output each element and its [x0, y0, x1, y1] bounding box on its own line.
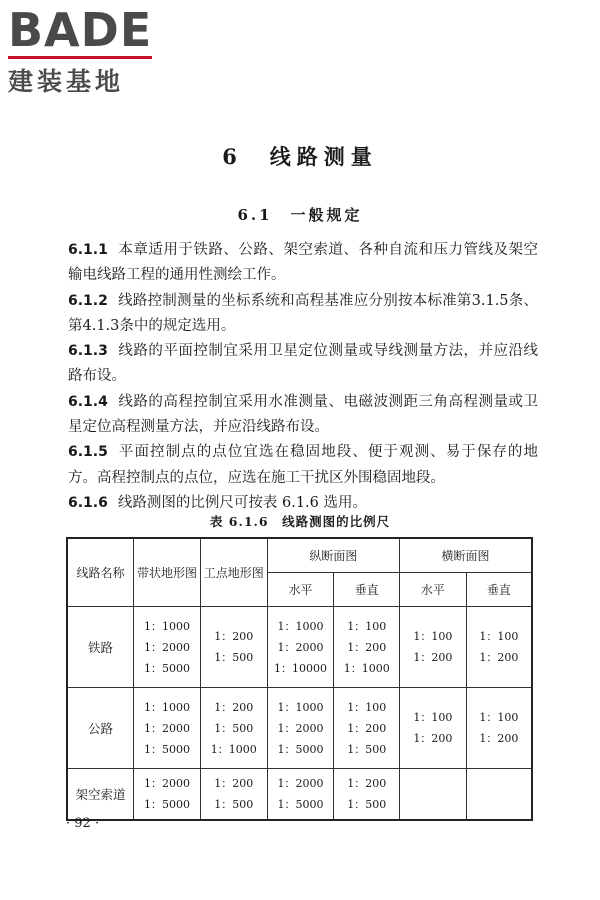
clause-number: 6.1.4 — [68, 393, 108, 410]
scale-value: 1：200 — [479, 732, 519, 745]
clause-6-1-5 — [68, 440, 538, 491]
clause-6-1-3 — [68, 339, 538, 390]
clause-6-1-1 — [68, 238, 538, 289]
scale-value: 1：2000 — [277, 640, 324, 654]
cross-v-scales — [466, 688, 532, 769]
clause-text: 线路的高程控制宜采用水准测量、电磁波测距三角高程测量或卫星定位高程测量方法，并应沿线路布设。 — [68, 393, 538, 436]
scale-value: 1：200 — [214, 700, 254, 714]
scale-value: 1：100 — [479, 630, 519, 643]
scale-value: 1：2000 — [143, 721, 190, 735]
scale-value: 1：200 — [479, 651, 519, 664]
page-number: · 92 · — [66, 816, 100, 831]
scale-value: 1：5000 — [277, 742, 324, 756]
header-cross-section: 横断面图 — [400, 538, 532, 573]
cross-v-scales — [466, 607, 532, 688]
work-scales — [200, 688, 267, 769]
table-header-row — [67, 538, 532, 573]
clause-number: 6.1.2 — [68, 292, 108, 309]
clause-text: 平面控制点的点位宜选在稳固地段、便于观测、易于保存的地方。高程控制点的点位，应选在施工干扰区外围稳固地段。 — [68, 444, 538, 486]
scale-value: 1：100 — [347, 700, 387, 714]
scale-value: 1：500 — [347, 798, 387, 811]
scale-value: 1：1000 — [210, 742, 257, 756]
header-longitudinal: 纵断面图 — [267, 538, 400, 573]
logo-wordmark: BADE — [8, 3, 153, 57]
header-cross-horizontal: 水平 — [400, 573, 467, 607]
header-work-point-map: 工点地形图 — [200, 538, 267, 607]
scale-value: 1：200 — [347, 777, 387, 790]
scale-value: 1：2000 — [143, 777, 190, 790]
clause-text: 线路控制测量的坐标系统和高程基准应分别按本标准第3.1.5条、第4.1.3条中的规定选用。 — [68, 292, 538, 334]
scale-value: 1：200 — [347, 640, 387, 654]
scale-value: 1：500 — [214, 721, 254, 735]
scale-value: 1：2000 — [277, 721, 324, 735]
scale-value: 1：500 — [347, 742, 387, 756]
strip-scales — [134, 769, 201, 821]
clause-text: 本章适用于铁路、公路、架空索道、各种自流和压力管线及架空输电线路工程的通用性测绘工作。 — [68, 242, 538, 284]
scale-value: 1：2000 — [277, 777, 324, 790]
table-row — [67, 688, 532, 769]
header-cross-vertical: 垂直 — [466, 573, 532, 607]
strip-scales — [134, 607, 201, 688]
long-h-scales — [267, 688, 334, 769]
scale-value: 1：100 — [347, 619, 387, 633]
clause-6-1-4 — [68, 390, 538, 441]
scale-value: 1：5000 — [143, 742, 190, 756]
header-route-name: 线路名称 — [67, 538, 134, 607]
work-scales — [200, 607, 267, 688]
scale-value: 1：1000 — [277, 619, 324, 633]
clause-text: 线路测图的比例尺可按表 6.1.6 选用。 — [117, 494, 367, 511]
clause-number: 6.1.5 — [68, 444, 108, 461]
scale-value: 1：500 — [214, 798, 254, 811]
scale-value: 1：200 — [214, 630, 254, 643]
table-row — [67, 607, 532, 688]
scale-value: 1：100 — [413, 711, 453, 724]
scale-value: 1：100 — [479, 711, 519, 724]
scale-value: 1：10000 — [273, 661, 327, 675]
header-strip-map: 带状地形图 — [134, 538, 201, 607]
scale-value: 1：200 — [214, 777, 254, 790]
scale-value: 1：5000 — [143, 661, 190, 675]
section-title: 6.1 一般规定 — [237, 206, 363, 224]
clause-6-1-2 — [68, 289, 538, 340]
table-row — [67, 769, 532, 821]
long-v-scales — [334, 688, 400, 769]
cross-h-empty — [400, 769, 467, 821]
scale-value: 1：1000 — [143, 619, 190, 633]
header-long-horizontal: 水平 — [267, 573, 334, 607]
logo-subtitle: 建装基地 — [8, 67, 125, 96]
scale-value: 1：200 — [347, 721, 387, 735]
chapter-title: 6 线路测量 — [222, 144, 378, 169]
long-h-scales — [267, 769, 334, 821]
table-caption: 表 6.1.6 线路测图的比例尺 — [209, 514, 391, 529]
row-name: 铁路 — [67, 607, 134, 688]
scale-value: 1：1000 — [343, 661, 390, 675]
clause-number: 6.1.1 — [68, 242, 108, 258]
scale-value: 1：500 — [214, 651, 254, 664]
scale-value: 1：1000 — [143, 700, 190, 714]
long-v-scales — [334, 769, 400, 821]
cross-h-scales — [400, 688, 467, 769]
long-h-scales — [267, 607, 334, 688]
clause-text: 线路的平面控制宜采用卫星定位测量或导线测量方法，并应沿线路布设。 — [68, 343, 538, 385]
row-name: 架空索道 — [67, 769, 134, 821]
cross-h-scales — [400, 607, 467, 688]
clause-number: 6.1.6 — [68, 494, 108, 511]
scale-value: 1：2000 — [143, 640, 190, 654]
strip-scales — [134, 688, 201, 769]
header-long-vertical: 垂直 — [334, 573, 400, 607]
scale-value: 1：1000 — [277, 700, 324, 714]
row-name: 公路 — [67, 688, 134, 769]
scale-value: 1：100 — [413, 630, 453, 643]
clause-list — [68, 238, 538, 516]
work-scales — [200, 769, 267, 821]
scale-value: 1：200 — [413, 651, 453, 664]
scale-value: 1：5000 — [143, 798, 190, 811]
clause-number: 6.1.3 — [68, 343, 108, 360]
publisher-logo — [8, 3, 178, 98]
scale-table — [66, 537, 533, 821]
scale-value: 1：5000 — [277, 798, 324, 811]
long-v-scales — [334, 607, 400, 688]
scale-value: 1：200 — [413, 732, 453, 745]
cross-v-empty — [466, 769, 532, 821]
